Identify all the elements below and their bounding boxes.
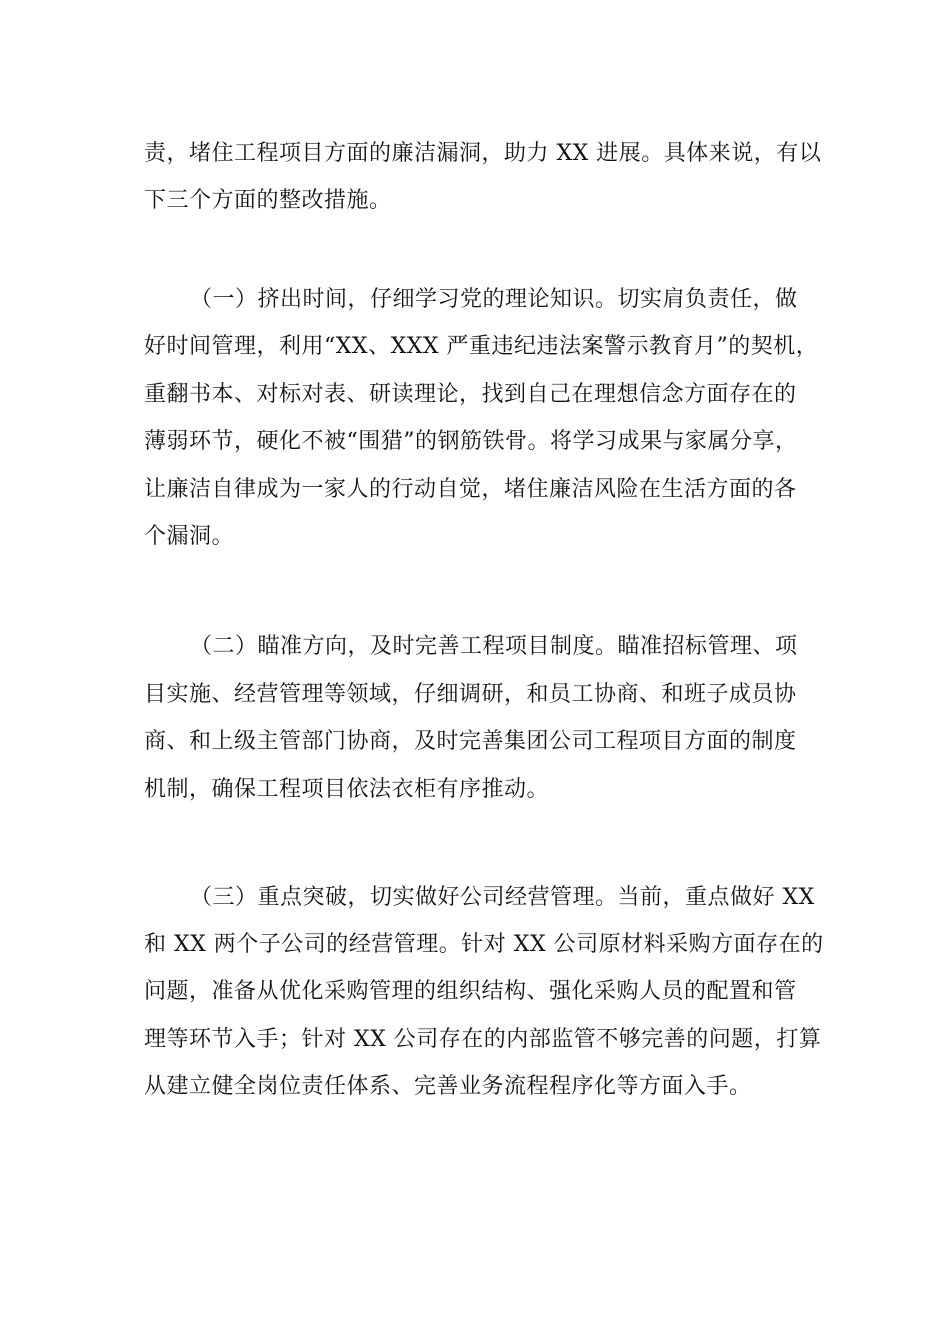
paragraph-line: 下三个方面的整改措施。 [144, 188, 392, 213]
paragraph-line: 薄弱环节，硬化不被“围猎”的钢筋铁骨。将学习成果与家属分享， [144, 429, 798, 454]
paragraph-line: （一）挤出时间，仔细学习党的理论知识。切实肩负责任，做 [190, 287, 798, 312]
paragraph-line: 个漏洞。 [144, 524, 235, 549]
paragraph-line: 责，堵住工程项目方面的廉洁漏洞，助力 XX 进展。具体来说，有以 [144, 141, 822, 166]
paragraph-line: （二）瞄准方向，及时完善工程项目制度。瞄准招标管理、项 [190, 634, 798, 659]
paragraph-line: 好时间管理，利用“XX、XXX 严重违纪违法案警示教育月”的契机， [144, 334, 819, 359]
paragraph-line: 问题，准备从优化采购管理的组织结构、强化采购人员的配置和管 [144, 979, 797, 1004]
paragraph-line: 机制，确保工程项目依法衣柜有序推动。 [144, 777, 550, 802]
paragraph-line: 商、和上级主管部门协商，及时完善集团公司工程项目方面的制度 [144, 729, 797, 754]
paragraph-line: 让廉洁自律成为一家人的行动自觉，堵住廉洁风险在生活方面的各 [144, 477, 797, 502]
paragraph-line: 重翻书本、对标对表、研读理论，找到自己在理想信念方面存在的 [144, 382, 797, 407]
paragraph-line: 从建立健全岗位责任体系、完善业务流程程序化等方面入手。 [144, 1074, 752, 1099]
paragraph-line: （三）重点突破，切实做好公司经营管理。当前，重点做好 XX [190, 885, 815, 910]
paragraph-line: 和 XX 两个子公司的经营管理。针对 XX 公司原材料采购方面存在的 [144, 932, 824, 957]
paragraph-line: 目实施、经营管理等领域，仔细调研，和员工协商、和班子成员协 [144, 682, 797, 707]
paragraph-line: 理等环节入手；针对 XX 公司存在的内部监管不够完善的问题，打算 [144, 1027, 822, 1052]
